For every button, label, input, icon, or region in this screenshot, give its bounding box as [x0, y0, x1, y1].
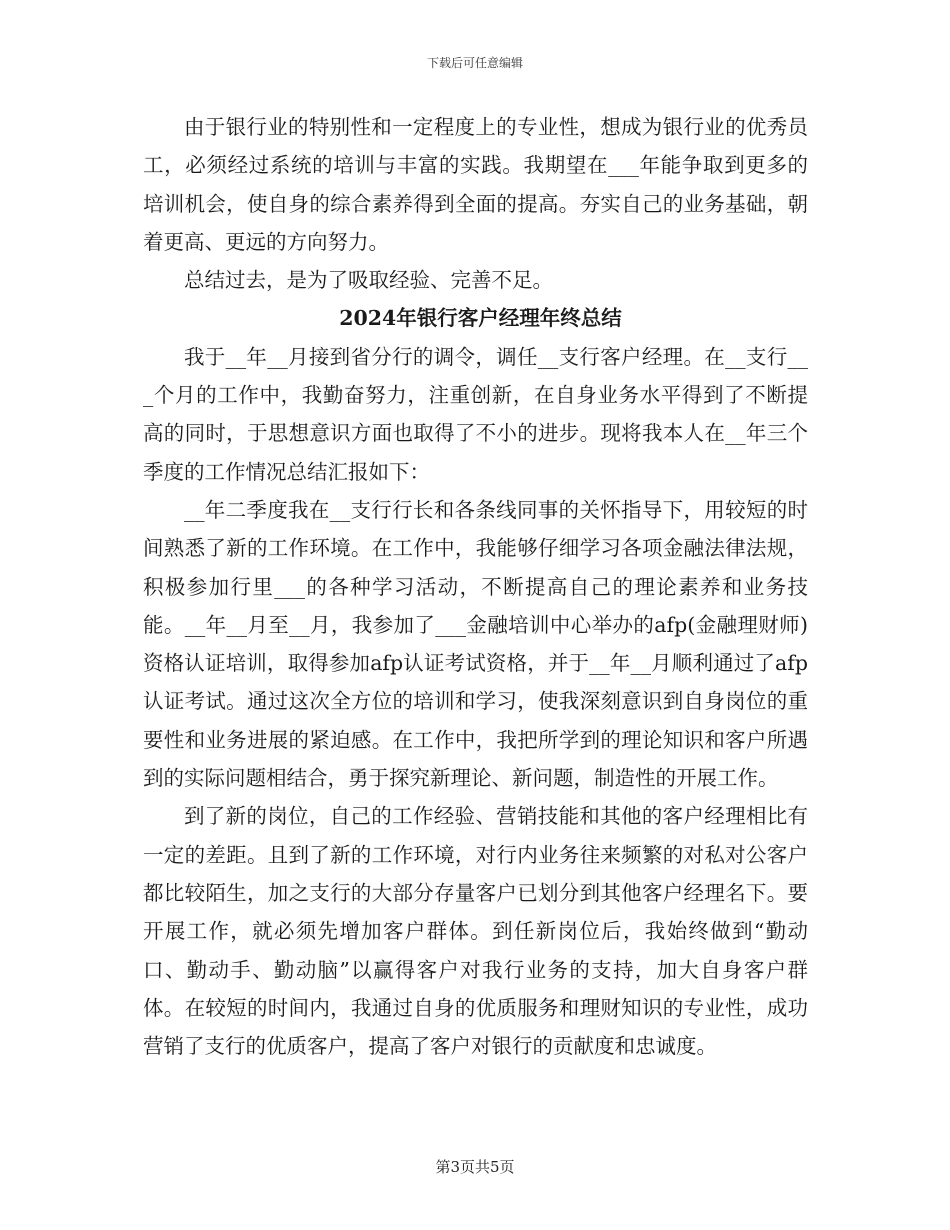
paragraph: 到了新的岗位，自己的工作经验、营销技能和其他的客户经理相比有一定的差距。且到了新的工作环境，对行内业务往来频繁的对私对公客户都比较陌生，加之支行的大部分存量客户已划分到其他客户经理名下。要开展工作，就必须先增加客户群体。到任新岗位后，我始终做到“勤动口、勤动手、勤动脑”以赢得客户对我行业务的支持，加大自身客户群体。在较短的时间内，我通过自身的优质服务和理财知识的专业性，成功营销了支行的优质客户，提高了客户对银行的贡献度和忠诚度。: [143, 804, 808, 1059]
page-footer: 第3页共5页: [435, 1158, 515, 1176]
paragraph: 我于__年__月接到省分行的调令，调任__支行客户经理。在__支行___个月的工作中，我勤奋努力，注重创新，在自身业务水平得到了不断提高的同时，于思想意识方面也取得了不小的进步。现将我本人在__年三个季度的工作情况总结汇报如下：: [143, 344, 808, 484]
document-title: 2024年银行客户经理年终总结: [339, 306, 622, 331]
paragraph: 由于银行业的特别性和一定程度上的专业性，想成为银行业的优秀员工，必须经过系统的培训与丰富的实践。我期望在___年能争取到更多的培训机会，使自身的综合素养得到全面的提高。夯实自己的业务基础，朝着更高、更远的方向努力。: [143, 115, 808, 254]
paragraph: __年二季度我在__支行行长和各条线同事的关怀指导下，用较短的时间熟悉了新的工作环境。在工作中，我能够仔细学习各项金融法律法规，积极参加行里___的各种学习活动，不断提高自己的理论素养和业务技能。__年__月至__月，我参加了___金融培训中心举办的afp(金融理财师)资格认证培训，取得参加afp认证考试资格，并于__年__月顺利通过了afp认证考试。通过这次全方位的培训和学习，使我深刻意识到自身岗位的重要性和业务进展的紧迫感。在工作中，我把所学到的理论知识和客户所遇到的实际问题相结合，勇于探究新理论、新问题，制造性的开展工作。: [143, 497, 808, 791]
page-header-note: 下载后可任意编辑: [426, 56, 523, 70]
paragraph: 总结过去，是为了吸取经验、完善不足。: [184, 268, 553, 293]
document-body: [143, 108, 808, 1065]
